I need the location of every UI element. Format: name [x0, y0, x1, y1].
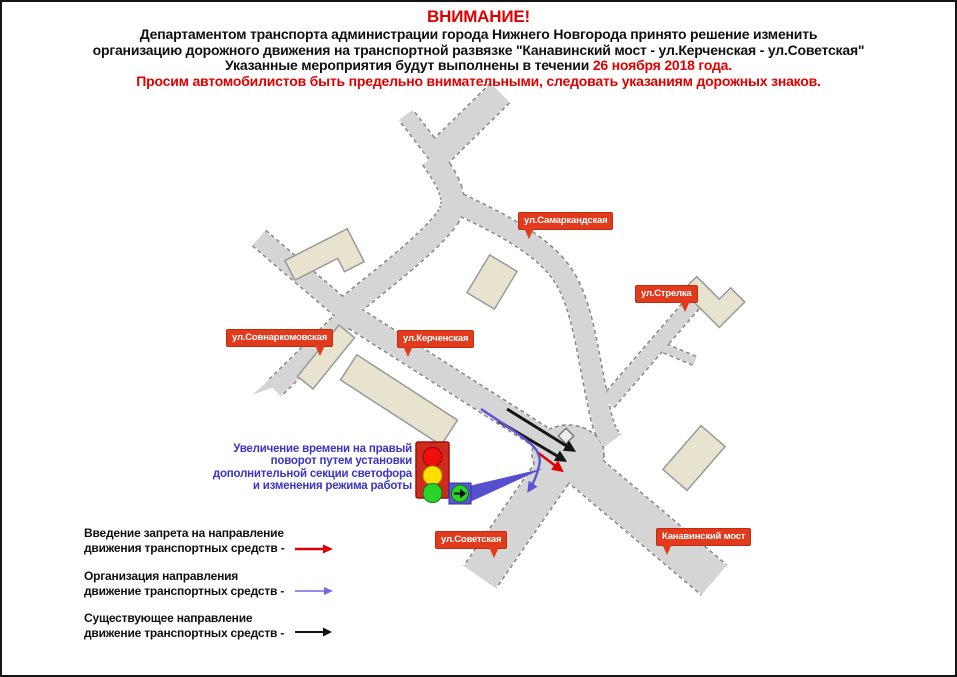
legend-item-existing: Существующее направление движение транспортных средств -: [84, 611, 285, 640]
traffic-light-icon: [416, 442, 471, 504]
badge-pointer: [489, 547, 499, 558]
street-label-sovnarkomovskaya: ул.Совнаркомовская: [226, 329, 333, 347]
header-line-1: Департаментом транспорта администрации города Нижнего Новгорода принято решение изменить: [139, 26, 818, 42]
header-date: 26 ноября 2018 года.: [592, 57, 732, 73]
badge-pointer: [403, 346, 413, 357]
red-arrow-icon: [294, 543, 334, 555]
badge-pointer: [662, 544, 672, 555]
header-line-3: Указанные мероприятия будут выполнены в течении 26 ноября 2018 года.: [225, 57, 732, 73]
badge-pointer: [680, 301, 690, 312]
green-light: [423, 484, 442, 503]
header-line-2: организацию дорожного движения на транспортной развязке "Канавинский мост - ул.Керченская - ул.Советская": [92, 41, 865, 58]
header-line-4: Просим автомобилистов быть предельно внимательными, следовать указаниям дорожных знаков.: [136, 72, 821, 89]
blue-arrow-icon: [294, 585, 334, 597]
page-title: ВНИМАНИЕ!: [427, 7, 530, 26]
badge-pointer: [315, 345, 325, 356]
yellow-light: [423, 466, 442, 485]
building: [663, 426, 725, 491]
street-label-samarkandskaya: ул.Самаркандская: [518, 212, 613, 230]
badge-pointer: [524, 228, 534, 239]
street-label-kerchenskaya: ул.Керченская: [397, 330, 474, 348]
street-label-strelka: ул.Стрелка: [635, 285, 698, 303]
legend-item-prohibited: Введение запрета на направление движения транспортных средств -: [84, 526, 285, 555]
header: [2, 7, 955, 89]
street-label-kanavinsky-most: Канавинский мост: [656, 528, 751, 546]
street-label-sovetskaya: ул.Советская: [435, 531, 507, 549]
building: [467, 255, 517, 309]
black-arrow-icon: [294, 626, 334, 638]
traffic-light-annotation: Увеличение времени на правый поворот путем установки дополнительной секции светофора и изменения режима работы: [212, 443, 412, 493]
legend-item-organized: Организация направления движение транспортных средств -: [84, 569, 285, 598]
red-light: [423, 448, 442, 467]
